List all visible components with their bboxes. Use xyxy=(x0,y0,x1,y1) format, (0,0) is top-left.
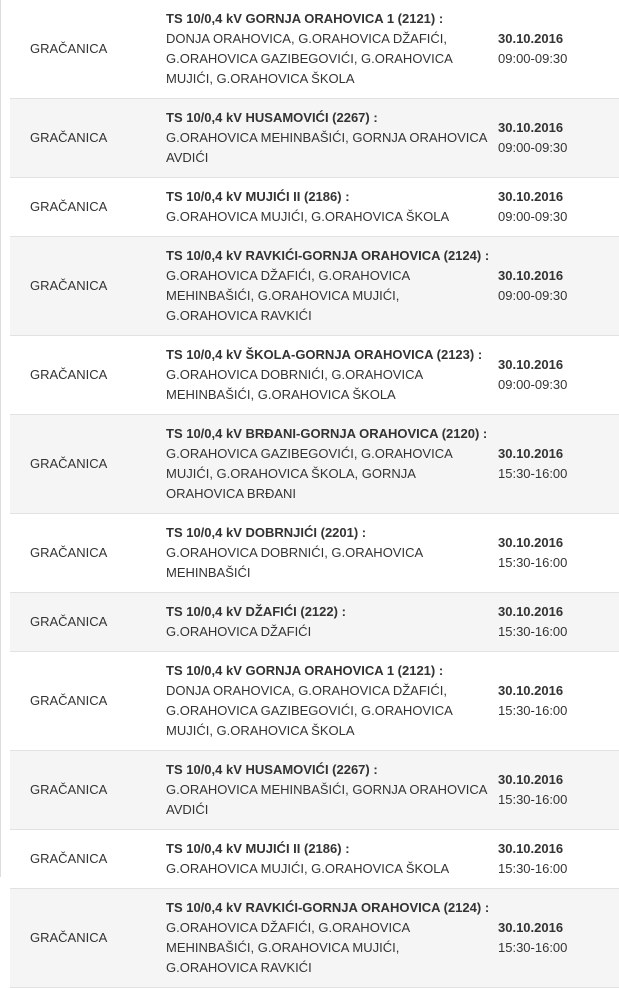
city-cell: GRAČANICA xyxy=(10,514,156,593)
station-name: TS 10/0,4 kV DŽAFIĆI (2122) : xyxy=(166,604,346,619)
outage-table xyxy=(10,0,619,988)
affected-areas: G.ORAHOVICA MUJIĆI, G.ORAHOVICA ŠKOLA xyxy=(166,209,450,224)
outage-date: 30.10.2016 xyxy=(498,189,564,204)
city-cell: GRAČANICA xyxy=(10,652,156,751)
datetime-cell xyxy=(490,237,619,336)
table-row xyxy=(10,593,619,652)
station-cell xyxy=(156,514,490,593)
outage-date: 30.10.2016 xyxy=(498,31,564,46)
affected-areas: G.ORAHOVICA DŽAFIĆI, G.ORAHOVICA MEHINBAŠIĆI, G.ORAHOVICA MUJIĆI, G.ORAHOVICA RAVKIĆI xyxy=(166,920,410,975)
outage-table-body xyxy=(10,0,619,988)
outage-time: 15:30-16:00 xyxy=(498,466,568,481)
city-cell: GRAČANICA xyxy=(10,415,156,514)
station-cell xyxy=(156,593,490,652)
datetime-cell xyxy=(490,415,619,514)
outage-date: 30.10.2016 xyxy=(498,683,564,698)
table-row xyxy=(10,178,619,237)
datetime-cell xyxy=(490,593,619,652)
city-cell: GRAČANICA xyxy=(10,0,156,99)
datetime-cell xyxy=(490,514,619,593)
outage-time: 09:00-09:30 xyxy=(498,51,568,66)
table-row xyxy=(10,0,619,99)
city-cell: GRAČANICA xyxy=(10,336,156,415)
city-cell: GRAČANICA xyxy=(10,99,156,178)
station-name: TS 10/0,4 kV MUJIĆI II (2186) : xyxy=(166,189,350,204)
table-row xyxy=(10,830,619,889)
outage-date: 30.10.2016 xyxy=(498,357,564,372)
city-cell: GRAČANICA xyxy=(10,830,156,889)
outage-date: 30.10.2016 xyxy=(498,772,564,787)
outage-date: 30.10.2016 xyxy=(498,268,564,283)
station-cell xyxy=(156,415,490,514)
station-name: TS 10/0,4 kV RAVKIĆI-GORNJA ORAHOVICA (2124) : xyxy=(166,248,490,263)
outage-time: 15:30-16:00 xyxy=(498,555,568,570)
station-name: TS 10/0,4 kV RAVKIĆI-GORNJA ORAHOVICA (2124) : xyxy=(166,900,490,915)
city-cell: GRAČANICA xyxy=(10,593,156,652)
table-row xyxy=(10,514,619,593)
table-row xyxy=(10,237,619,336)
outage-time: 15:30-16:00 xyxy=(498,940,568,955)
datetime-cell xyxy=(490,889,619,988)
station-name: TS 10/0,4 kV GORNJA ORAHOVICA 1 (2121) : xyxy=(166,663,444,678)
station-name: TS 10/0,4 kV MUJIĆI II (2186) : xyxy=(166,841,350,856)
city-cell: GRAČANICA xyxy=(10,178,156,237)
city-cell: GRAČANICA xyxy=(10,237,156,336)
affected-areas: G.ORAHOVICA GAZIBEGOVIĆI, G.ORAHOVICA MUJIĆI, G.ORAHOVICA ŠKOLA, GORNJA ORAHOVICA BRĐANI xyxy=(166,446,453,501)
affected-areas: G.ORAHOVICA DŽAFIĆI, G.ORAHOVICA MEHINBAŠIĆI, G.ORAHOVICA MUJIĆI, G.ORAHOVICA RAVKIĆI xyxy=(166,268,410,323)
station-name: TS 10/0,4 kV BRĐANI-GORNJA ORAHOVICA (2120) : xyxy=(166,426,488,441)
outage-time: 09:00-09:30 xyxy=(498,288,568,303)
table-row xyxy=(10,889,619,988)
station-name: TS 10/0,4 kV HUSAMOVIĆI (2267) : xyxy=(166,110,378,125)
station-cell xyxy=(156,178,490,237)
station-name: TS 10/0,4 kV GORNJA ORAHOVICA 1 (2121) : xyxy=(166,11,444,26)
left-border-divider xyxy=(0,0,1,877)
outage-time: 09:00-09:30 xyxy=(498,377,568,392)
outage-time: 15:30-16:00 xyxy=(498,792,568,807)
outage-time: 09:00-09:30 xyxy=(498,140,568,155)
station-cell xyxy=(156,830,490,889)
outage-time: 09:00-09:30 xyxy=(498,209,568,224)
affected-areas: DONJA ORAHOVICA, G.ORAHOVICA DŽAFIĆI, G.ORAHOVICA GAZIBEGOVIĆI, G.ORAHOVICA MUJIĆI, G.ORAHOVICA ŠKOLA xyxy=(166,31,453,86)
datetime-cell xyxy=(490,178,619,237)
outage-date: 30.10.2016 xyxy=(498,604,564,619)
affected-areas: DONJA ORAHOVICA, G.ORAHOVICA DŽAFIĆI, G.ORAHOVICA GAZIBEGOVIĆI, G.ORAHOVICA MUJIĆI, G.ORAHOVICA ŠKOLA xyxy=(166,683,453,738)
datetime-cell xyxy=(490,336,619,415)
station-cell xyxy=(156,99,490,178)
city-cell: GRAČANICA xyxy=(10,751,156,830)
table-row xyxy=(10,751,619,830)
affected-areas: G.ORAHOVICA MEHINBAŠIĆI, GORNJA ORAHOVICA AVDIĆI xyxy=(166,782,487,817)
affected-areas: G.ORAHOVICA DŽAFIĆI xyxy=(166,624,312,639)
station-name: TS 10/0,4 kV ŠKOLA-GORNJA ORAHOVICA (2123) : xyxy=(166,347,483,362)
table-row xyxy=(10,99,619,178)
outage-time: 15:30-16:00 xyxy=(498,703,568,718)
datetime-cell xyxy=(490,751,619,830)
datetime-cell xyxy=(490,652,619,751)
outage-date: 30.10.2016 xyxy=(498,841,564,856)
table-row xyxy=(10,415,619,514)
station-cell xyxy=(156,889,490,988)
station-cell xyxy=(156,751,490,830)
outage-date: 30.10.2016 xyxy=(498,920,564,935)
outage-date: 30.10.2016 xyxy=(498,535,564,550)
outage-time: 15:30-16:00 xyxy=(498,624,568,639)
outage-date: 30.10.2016 xyxy=(498,446,564,461)
affected-areas: G.ORAHOVICA DOBRNIĆI, G.ORAHOVICA MEHINBAŠIĆI, G.ORAHOVICA ŠKOLA xyxy=(166,367,423,402)
affected-areas: G.ORAHOVICA MEHINBAŠIĆI, GORNJA ORAHOVICA AVDIĆI xyxy=(166,130,487,165)
datetime-cell xyxy=(490,0,619,99)
station-cell xyxy=(156,0,490,99)
station-cell xyxy=(156,237,490,336)
outage-time: 15:30-16:00 xyxy=(498,861,568,876)
station-name: TS 10/0,4 kV HUSAMOVIĆI (2267) : xyxy=(166,762,378,777)
datetime-cell xyxy=(490,99,619,178)
affected-areas: G.ORAHOVICA DOBRNIĆI, G.ORAHOVICA MEHINBAŠIĆI xyxy=(166,545,423,580)
outage-date: 30.10.2016 xyxy=(498,120,564,135)
station-cell xyxy=(156,652,490,751)
station-cell xyxy=(156,336,490,415)
table-row xyxy=(10,652,619,751)
datetime-cell xyxy=(490,830,619,889)
station-name: TS 10/0,4 kV DOBRNJIĆI (2201) : xyxy=(166,525,367,540)
table-row xyxy=(10,336,619,415)
affected-areas: G.ORAHOVICA MUJIĆI, G.ORAHOVICA ŠKOLA xyxy=(166,861,450,876)
city-cell: GRAČANICA xyxy=(10,889,156,988)
